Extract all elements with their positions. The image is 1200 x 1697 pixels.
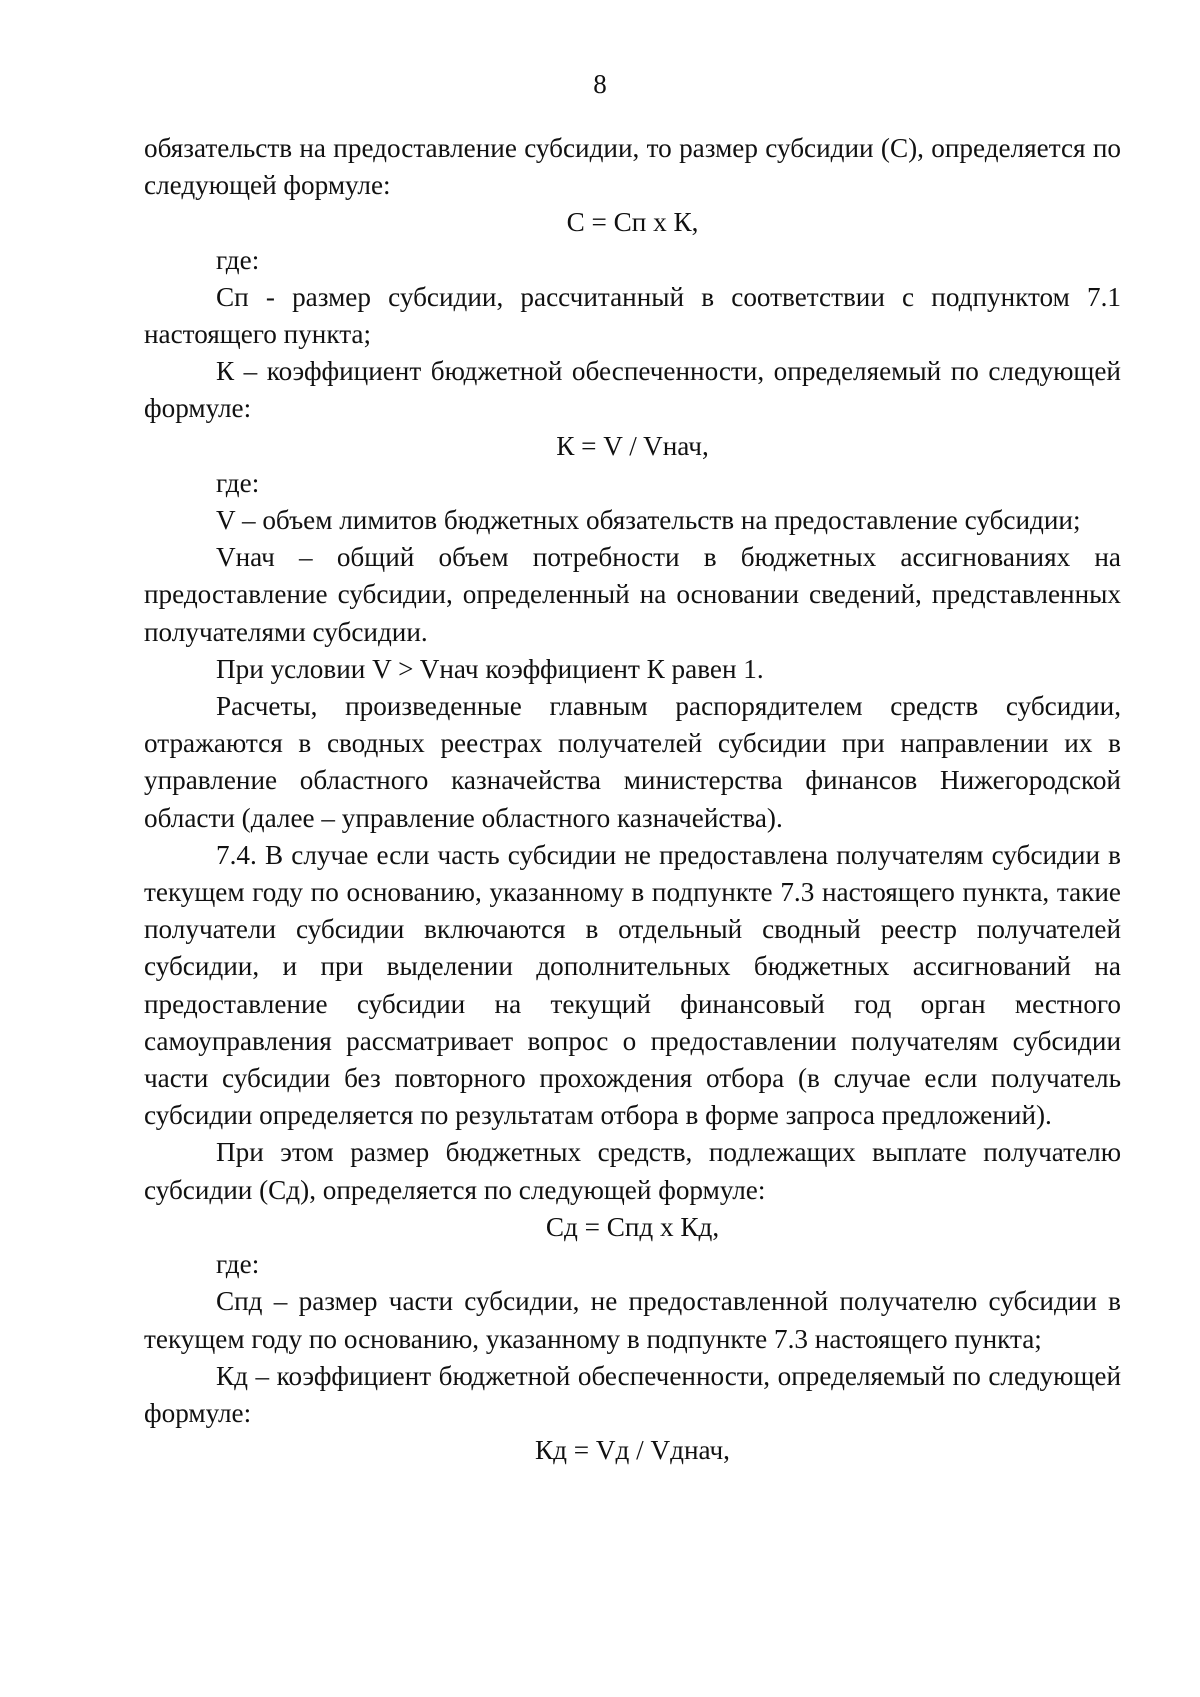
where-label: где: [216, 1249, 260, 1280]
document-body [144, 130, 1121, 1469]
calculations-paragraph: Расчеты, произведенные главным распорядителем средств субсидии, отражаются в сводных реестрах получателей субсидии при направлении их в управление областного казначейства министерства финансов Нижегородской области (далее – управление областного казначейства). [144, 691, 1121, 833]
clause-7-4-paragraph: 7.4. В случае если часть субсидии не предоставлена получателям субсидии в текущем году по основанию, указанному в подпункте 7.3 настоящего пункта, такие получатели субсидии включаются в отдельный сводный реестр получателей субсидии, и при выделении дополнительных бюджетных ассигнований на предоставление субсидии на текущий финансовый год орган местного самоуправления рассматривает вопрос о предоставлении получателям субсидии части субсидии без повторного прохождения отбора (в случае если получатель субсидии определяется по результатам отбора в форме запроса предложений). [144, 839, 1121, 1131]
condition-paragraph: При условии V > Vнач коэффициент К равен 1. [216, 653, 764, 684]
formula-kd: Кд = Vд / Vднач, [535, 1435, 730, 1466]
definition-k: К – коэффициент бюджетной обеспеченности, определяемый по следующей формуле: [144, 356, 1121, 424]
additional-amount-paragraph: При этом размер бюджетных средств, подлежащих выплате получателю субсидии (Сд), определяется по следующей формуле: [144, 1137, 1121, 1205]
definition-v: V – объем лимитов бюджетных обязательств на предоставление субсидии; [216, 505, 1081, 536]
formula-c: С = Сп х К, [566, 207, 699, 238]
where-label: где: [216, 467, 260, 498]
page-number: 8 [593, 69, 607, 99]
formula-cd: Сд = Спд х Кд, [545, 1211, 720, 1242]
definition-sp: Сп - размер субсидии, рассчитанный в соответствии с подпунктом 7.1 настоящего пункта; [144, 281, 1121, 350]
paragraph-continuation: обязательств на предоставление субсидии, то размер субсидии (С), определяется по следующей формуле: [144, 133, 1121, 201]
definition-kd: Кд – коэффициент бюджетной обеспеченности, определяемый по следующей формуле: [144, 1360, 1121, 1428]
definition-spd: Спд – размер части субсидии, не предоставленной получателю субсидии в текущем году по основанию, указанному в подпункте 7.3 настоящего пункта; [144, 1286, 1121, 1354]
definition-vnach: Vнач – общий объем потребности в бюджетных ассигнованиях на предоставление субсидии, определенный на основании сведений, представленных получателями субсидии. [144, 542, 1121, 647]
where-label: где: [216, 244, 260, 275]
formula-k: К = V / Vнач, [556, 430, 709, 461]
